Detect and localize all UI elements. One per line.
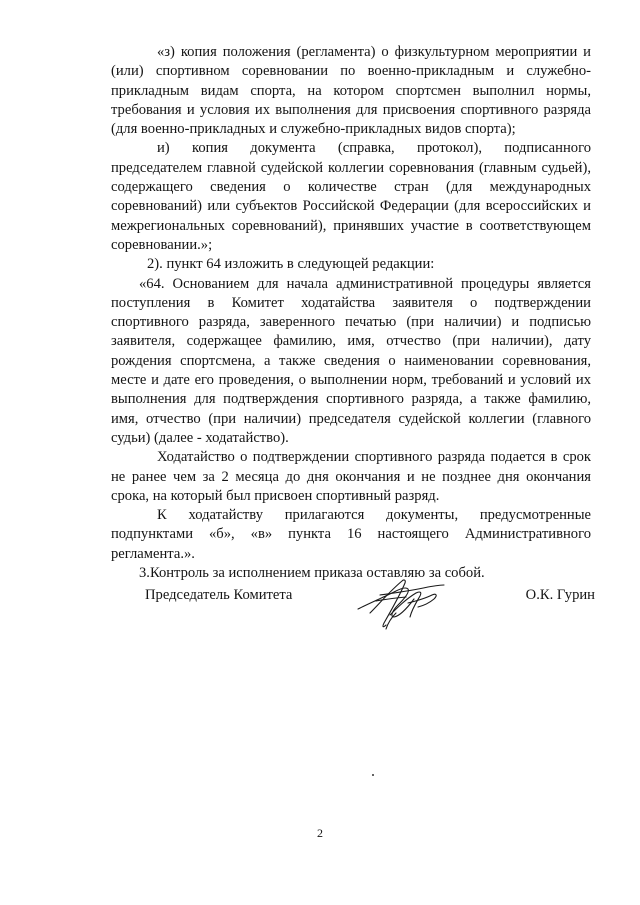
paragraph-item-3-control: 3.Контроль за исполнением приказа оставляю за собой. xyxy=(139,565,485,582)
paragraph-petition-deadline: Ходатайство о подтверждении спортивного разряда подается в срок не ранее чем за 2 месяца до дня окончания и не позднее дня окончания срока, на который был присвоен спортивный разряд. xyxy=(111,449,591,504)
signature-block xyxy=(145,587,595,637)
document-body xyxy=(111,43,591,583)
scan-speck xyxy=(372,774,374,776)
paragraph-item-64: «64. Основанием для начала административной процедуры является поступления в Комитет ходатайства заявителя о подтверждении спортивного разряда, заверенного печатью (при наличии) и подписью заявителя, содержащее фамилию, имя, отчество (при наличии), дату рождения спортсмена, а также сведения о наименовании соревнования, месте и дате его проведения, о выполнении норм, требований и условий их выполнения для подтверждения спортивного разряда, а также фамилию, имя, отчество (при наличии) председателя судейской коллегии (главного судьи) (далее - ходатайство). xyxy=(111,275,591,446)
paragraph-i-document-copy: и) копия документа (справка, протокол), подписанного председателем главной судейской коллегии соревнования (главным судьей), содержащего сведения о количестве стран (для международных соревнований) или субъектов Российской Федерации (для всероссийских и межрегиональных соревнований), принявших участие в соответствующем соревновании.»; xyxy=(111,140,591,253)
paragraph-item-2: 2). пункт 64 изложить в следующей редакции: xyxy=(147,256,435,273)
page-number: 2 xyxy=(317,826,323,840)
signatory-name: О.К. Гурин xyxy=(525,587,595,603)
paragraph-z-regulation-copy: «з) копия положения (регламента) о физкультурном мероприятии и (или) спортивном соревновании по военно-прикладным и служебно-прикладным видам спорта, на котором спортсмен выполнил нормы, требования и условия их выполнения для присвоения спортивного разряда (для военно-прикладных и служебно-прикладных видов спорта); xyxy=(111,44,591,138)
signatory-title: Председатель Комитета xyxy=(145,587,293,603)
paragraph-attachments: К ходатайству прилагаются документы, предусмотренные подпунктами «б», «в» пункта 16 настоящего Административного регламента.». xyxy=(111,507,591,562)
handwritten-signature xyxy=(350,573,450,633)
